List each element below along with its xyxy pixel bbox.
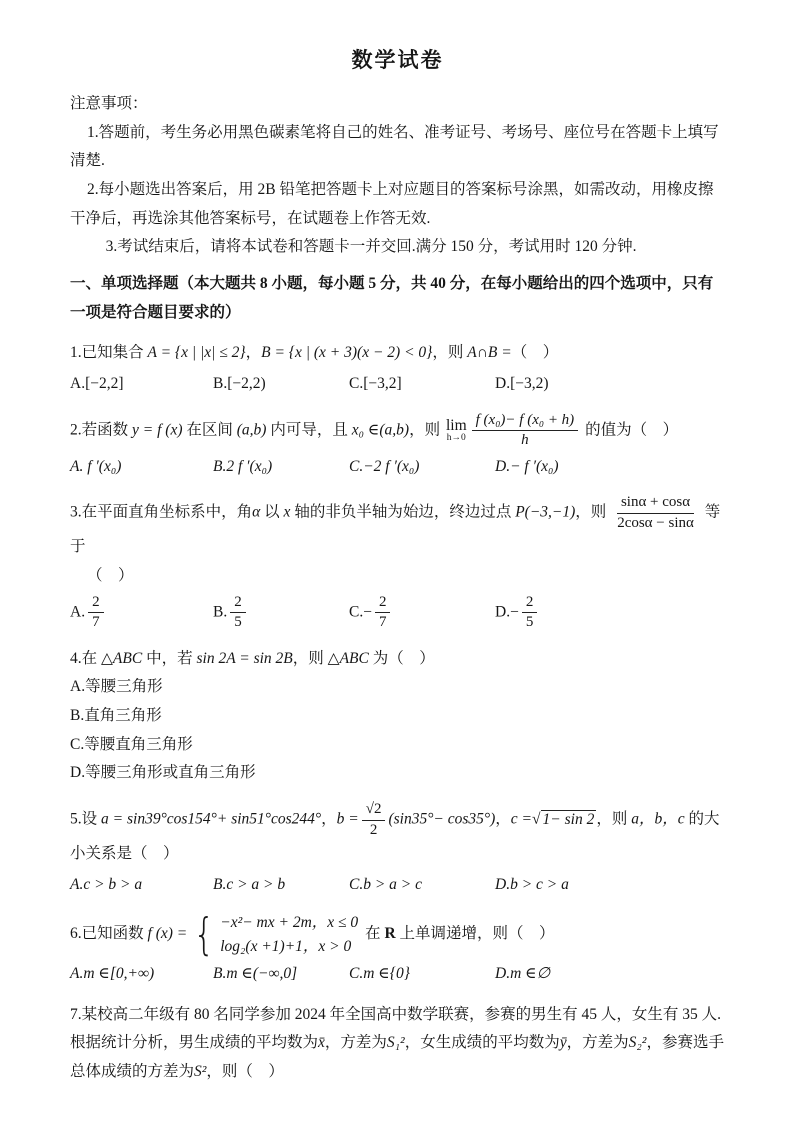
fraction-numerator: 2 [522,593,538,614]
fraction-numerator: sinα + cosα [617,493,694,514]
fraction-denominator: 5 [234,614,242,631]
question-1 [70,339,725,398]
q5-text-5: 的大小关系是（ ） [70,810,720,863]
q5-text-4: ，则 [596,810,632,828]
page-title: 数学试卷 [351,48,444,72]
q5-math-b-tail: (sin35°− cos35°) [388,810,496,828]
q5-option-b: B.c > a > b [213,875,286,893]
q5-radical [532,810,596,828]
q5-option-d: D.b > c > a [495,875,569,893]
fraction-numerator: √2 [362,800,386,821]
section-description: （本大题共 8 小题，每小题 5 分，共 40 分，在每小题给出的四个选项中，只有一项是符合题目要求的） [70,275,714,321]
q2-option-c: C.−2 f ′(x₀) [349,457,420,475]
section-heading [70,270,725,327]
reals-symbol: R [384,925,396,943]
q5-text-2: ， [321,810,337,828]
q3-option-c [349,593,495,633]
q3-answer-paren: （ ） [87,567,134,585]
q7-math-s-squared: S² [194,1062,207,1080]
q2-options [70,453,725,482]
q2-text-4: ，则 [409,421,444,439]
q4-option-d: D.等腰三角形或直角三角形 [70,764,256,782]
lim-symbol: lim [445,416,467,434]
q1-text-3: ，则 [432,344,468,362]
q6-option-a: A.m ∈[0,+∞) [70,964,155,982]
q3-text-1: 3.在平面直角坐标系中，角 [70,503,253,521]
q2-option-a: A. f ′(x₀) [70,457,122,475]
fraction-numerator: 2 [230,593,246,614]
q2-text-1: 2.若函数 [70,421,133,439]
question-4 [70,645,725,788]
q5-option-a: A.c > b > a [70,875,143,893]
q5-options [70,871,725,900]
q5-math-b: b = [336,810,359,828]
q1-option-d: D.[−3,2) [495,375,549,393]
case-2: log₂(x +1)+1，x > 0 [220,937,352,955]
q2-math-interval: (a,b) [236,421,267,439]
q7-math-s1-squared: S₁² [386,1034,405,1052]
fraction-denominator: 2cosα − sinα [617,514,694,531]
q2-option-b: B.2 f ′(x₀) [213,457,273,475]
q6-text-1: 6.已知函数 [70,925,148,943]
q5-fraction [362,800,386,840]
option-fraction [230,593,246,633]
q7-math-xbar: x̄ [318,1034,325,1052]
q3-text-4: ，则 [575,503,611,521]
q1-text-1: 1.已知集合 [70,344,148,362]
radical-body: 1− sin 2 [542,810,595,828]
left-brace: { [193,908,215,960]
notice-section [70,90,725,262]
q6-option-c: C.m ∈{0} [349,964,410,982]
question-7 [70,1001,725,1087]
q4-stem [70,645,725,674]
q6-options [70,960,725,989]
notice-item-3: 3.考试结束后，请将本试卷和答题卡一并交回.满分 150 分，考试用时 120 分钟. [105,238,637,256]
q4-math-triangle-1: △ABC [101,649,143,667]
option-sign: − [363,603,372,621]
q6-option-d: D.m ∈∅ [495,964,551,982]
option-label: B. [213,603,228,621]
q7-text-5: ，参赛选手总体成绩的方差为 [70,1034,724,1080]
q3-stem [70,493,725,562]
q1-answer-paren: （ ） [511,344,559,362]
fraction-denominator: 2 [369,821,378,838]
fraction-denominator: 7 [378,614,387,631]
lim-subscript: h→0 [446,432,466,443]
q4-answer-paren: 为（ ） [368,649,435,667]
fraction-numerator: f (x₀)− f (x₀ + h) [472,411,579,432]
q2-math-function: y = f (x) [132,421,183,439]
question-2 [70,411,725,482]
q4-text-1: 4.在 [70,649,102,667]
q1-stem [70,339,725,368]
q3-text-5: 等于 [70,503,721,556]
piecewise-function [190,908,359,960]
q2-math-x0: x₀ ∈(a,b) [351,421,410,439]
q6-option-b: B.m ∈(−∞,0] [213,964,298,982]
notice-item-2: 2.每小题选出答案后，用 2B 铅笔把答题卡上对应题目的答案标号涂黑，如需改动，用橡皮擦干净后，再选涂其他答案标号，在试题卷上作答无效. [70,181,714,227]
option-label: D. [495,603,511,621]
q3-option-a [70,593,213,633]
question-5 [70,800,725,899]
q3-option-d [495,593,725,633]
q5-math-c: c = [510,810,532,828]
q4-text-3: ，则 [292,649,328,667]
option-label: C. [349,603,364,621]
q1-options [70,370,725,399]
q4-math-equation: sin 2A = sin 2B [196,649,293,667]
limit-notation [446,418,467,444]
option-fraction [522,593,538,633]
q1-math-set-a: A = {x | |x| ≤ 2} [147,344,246,362]
q3-text-2: 以 [260,503,284,521]
option-fraction [375,593,391,633]
q3-math-point: P(−3,−1) [515,503,576,521]
q6-stem [70,908,725,960]
question-6 [70,908,725,988]
q4-option-c: C.等腰直角三角形 [70,735,193,753]
q2-text-2: 在区间 [182,421,237,439]
q4-text-2: 中，若 [142,649,197,667]
q7-stem [70,1001,725,1087]
q4-option-a: A.等腰三角形 [70,678,163,696]
q1-math-intersection: A∩B = [467,344,512,362]
radical-symbol: √ [532,810,541,828]
q4-option-b: B.直角三角形 [70,707,162,725]
option-fraction [88,593,104,633]
q7-text-4: ，方差为 [566,1034,629,1052]
q2-text-3: 内可导，且 [266,421,352,439]
q1-math-set-b: B = {x | (x + 3)(x − 2) < 0} [261,344,433,362]
fraction-numerator: 2 [88,593,104,614]
q2-text-5: 的值为（ ） [581,421,679,439]
q7-text-1: 7.某校高二年级有 80 名同学参加 2024 年全国高中数学联赛，参赛的男生有 45 人，女生有 35 人.根据统计分析，男生成绩的平均数为 [70,1005,722,1052]
q7-math-s2-squared: S₂² [628,1034,647,1052]
fraction-denominator: h [521,432,529,449]
q3-math-alpha: α [252,503,261,521]
q3-fraction [613,493,698,533]
q6-text-2: 在 [361,925,385,943]
q1-option-c: C.[−3,2] [349,375,402,393]
q7-text-2: ，方差为 [324,1034,387,1052]
fraction-denominator: 5 [525,614,534,631]
q5-option-c: C.b > a > c [349,875,423,893]
q7-text-3: ，女生成绩的平均数为 [404,1034,560,1052]
question-3 [70,493,725,632]
option-sign: − [510,603,519,621]
fraction-numerator: 2 [375,593,391,614]
q5-text-1: 5.设 [70,810,102,828]
q3-text-3: 轴的非负半轴为始边，终边过点 [290,503,516,521]
q6-text-3: 上单调递增，则（ ） [395,925,555,943]
q5-text-3: ， [495,810,511,828]
notice-heading: 注意事项： [70,95,148,112]
q1-option-b: B.[−2,2) [213,375,266,393]
q1-text-2: ， [245,344,262,362]
q1-option-a: A.[−2,2] [70,375,124,393]
section-title: 一、单项选择题 [70,275,179,293]
q2-option-d: D.− f ′(x₀) [495,457,559,475]
fraction-denominator: 7 [92,614,100,631]
q6-math-function: f (x) = [147,925,188,943]
q7-text-6: ，则（ ） [206,1062,284,1080]
q5-math-a: a = sin39°cos154°+ sin51°cos244° [101,810,322,828]
q2-stem [70,411,725,451]
case-1: −x²− mx + 2m，x ≤ 0 [220,914,359,932]
piecewise-cases [220,911,358,958]
q5-math-abc: a，b，c [631,810,685,828]
option-label: A. [70,603,86,621]
q3-math-x-axis: x [283,503,291,521]
q7-math-ybar: ȳ [559,1034,567,1052]
q5-stem [70,800,725,869]
notice-item-1: 1.答题前，考生务必用黑色碳素笔将自己的姓名、准考证号、考场号、座位号在答题卡上填写清楚. [70,123,719,170]
q2-fraction [472,411,579,451]
q3-option-b [213,593,349,633]
q3-options [70,593,725,633]
q4-math-triangle-2: △ABC [327,649,369,667]
